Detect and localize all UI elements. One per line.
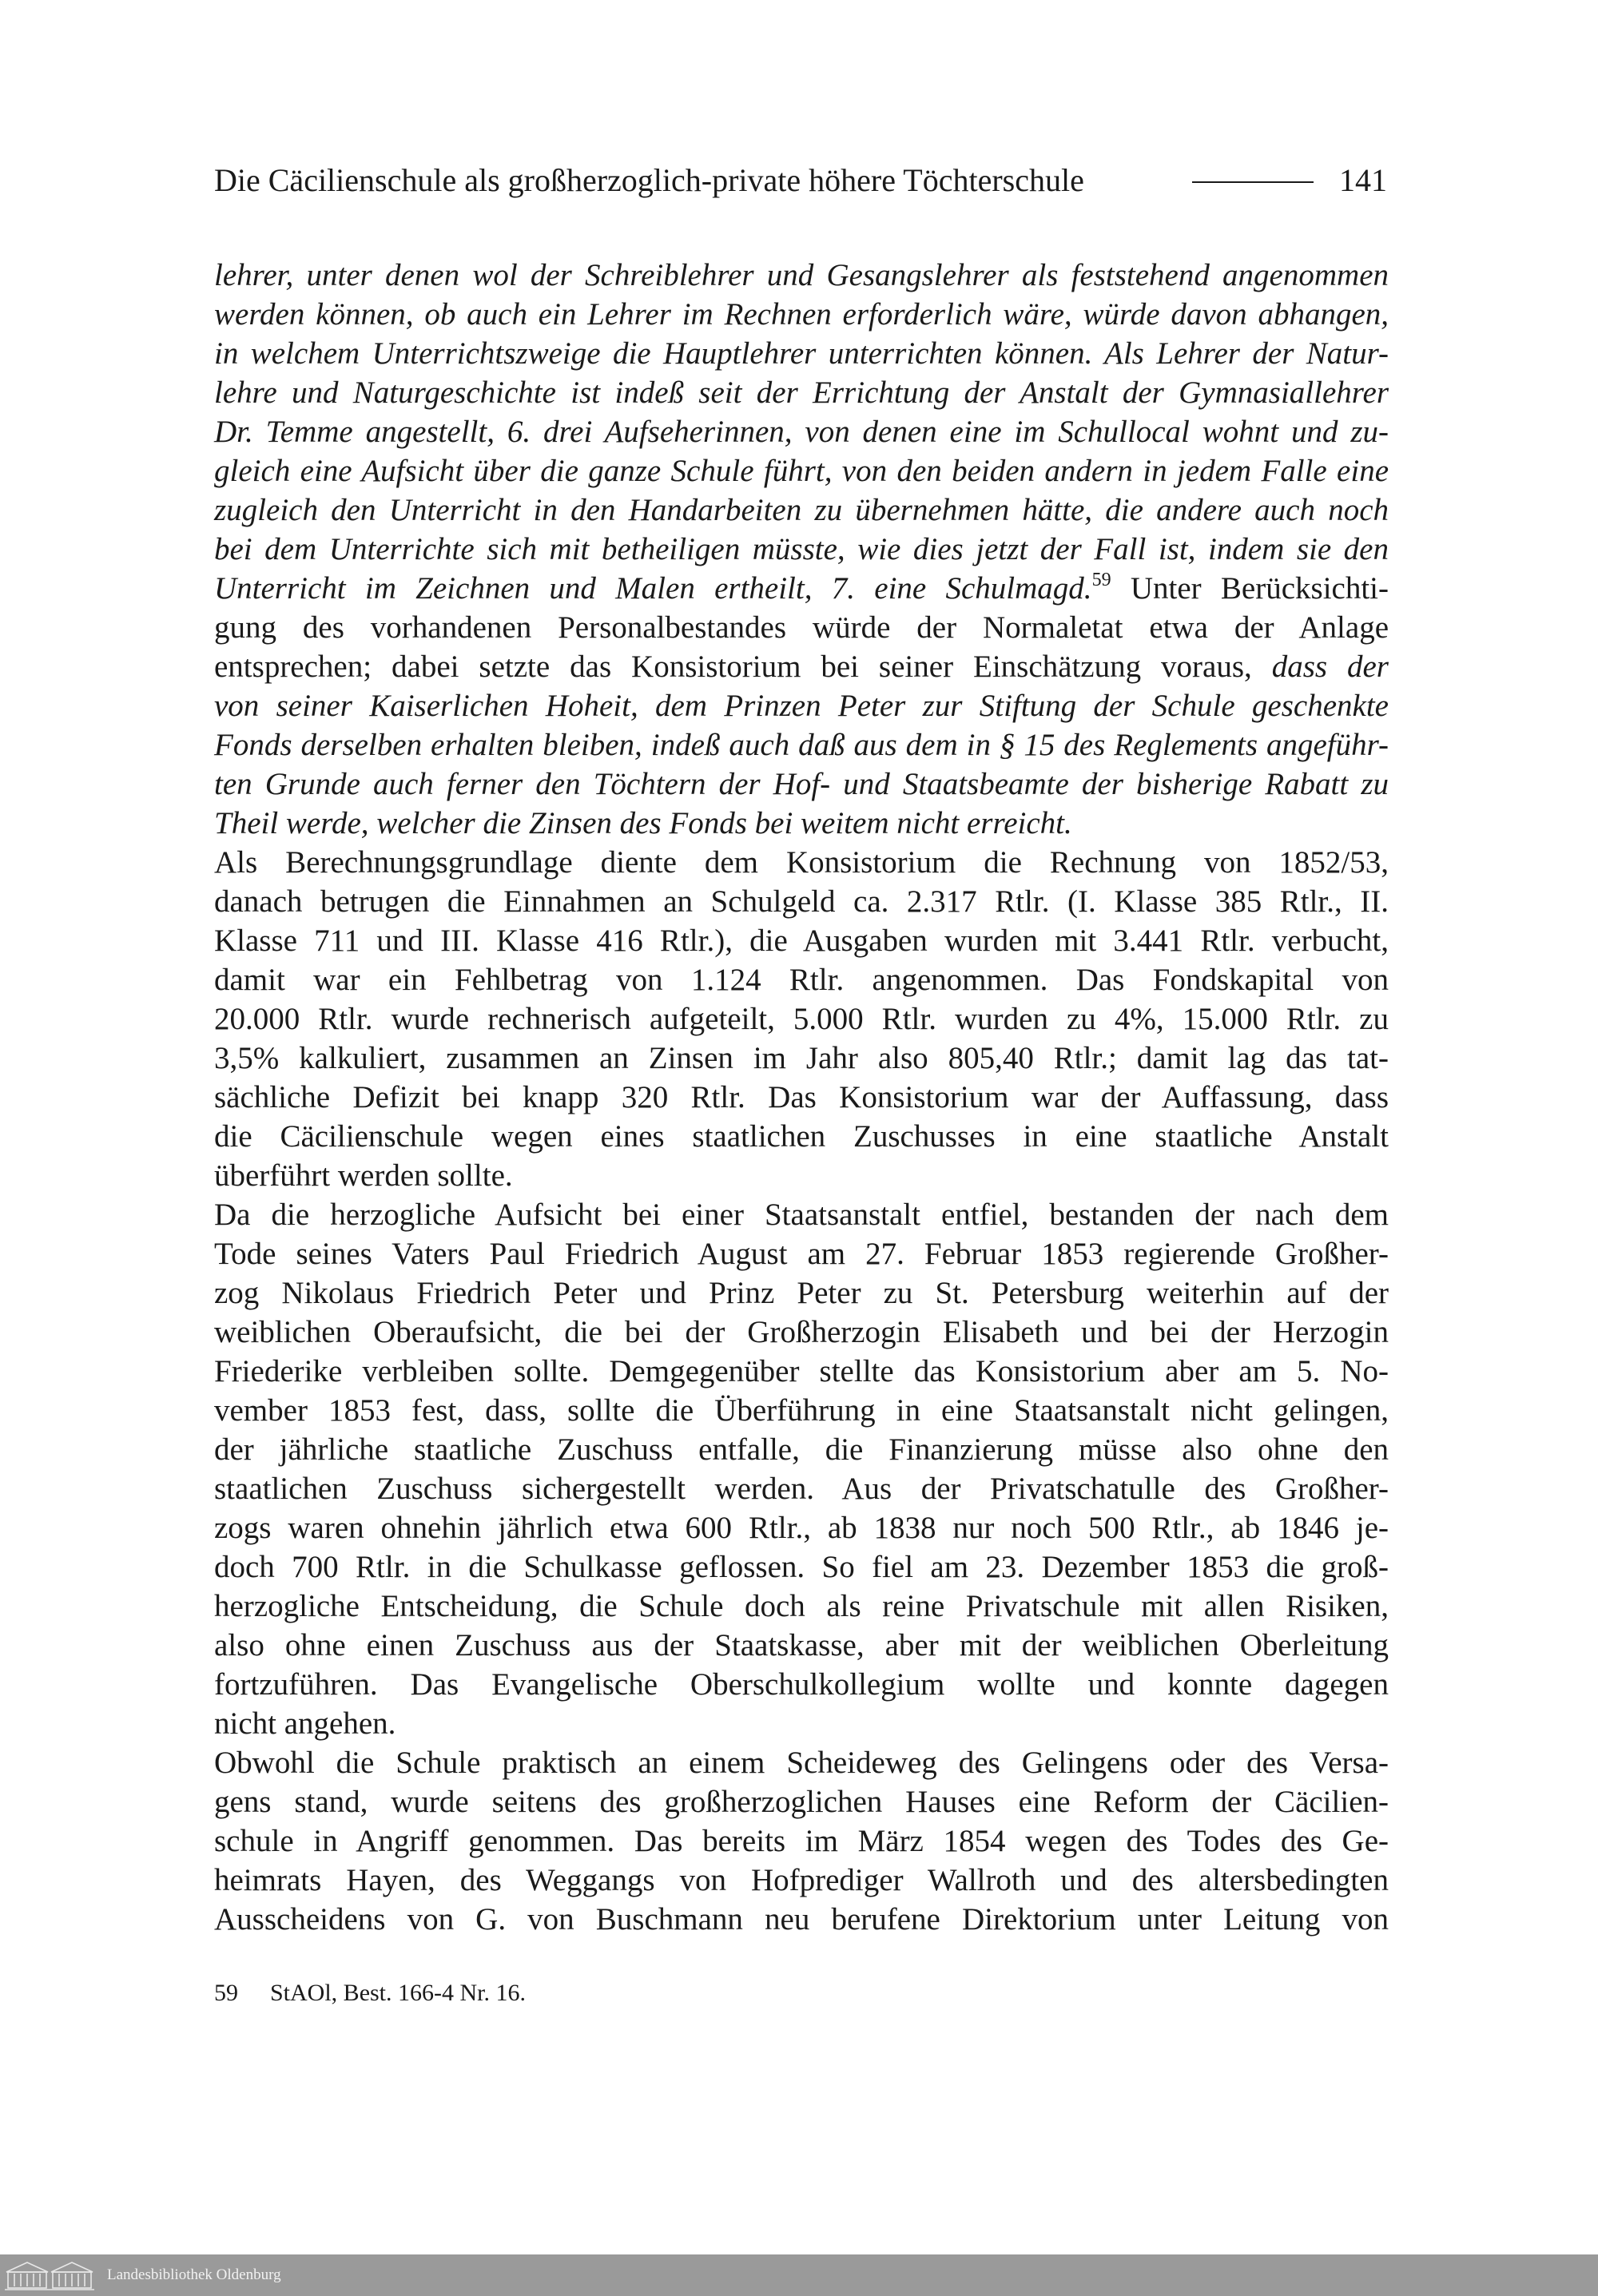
text-line: heimrats Hayen, des Weggangs von Hofprediger Wallroth und des altersbedingten xyxy=(214,1863,1389,1897)
text-line: Friederike verbleiben sollte. Demgegenüber stellte das Konsistorium aber am 5. No- xyxy=(214,1354,1389,1388)
footnote-number: 59 xyxy=(214,1980,238,2006)
text-line: 20.000 Rtlr. wurde rechnerisch aufgeteilt, 5.000 Rtlr. wurden zu 4%, 15.000 Rtlr. zu xyxy=(214,1002,1389,1036)
text-line: Als Berechnungsgrundlage diente dem Konsistorium die Rechnung von 1852/53, xyxy=(214,845,1389,880)
text-line-mixed xyxy=(214,569,1389,608)
library-name: Landesbibliothek Oldenburg xyxy=(107,2266,281,2283)
footnote xyxy=(214,1977,526,2009)
body-text xyxy=(214,256,1389,1939)
library-bar xyxy=(0,2254,1598,2296)
text-line: bei dem Unterrichte sich mit betheiligen müsste, wie dies jetzt der Fall ist, indem sie den xyxy=(214,532,1389,566)
text-segment: entsprechen; dabei setzte das Konsistorium bei seiner Einschätzung voraus, xyxy=(214,649,1272,684)
text-line: schule in Angriff genommen. Das bereits im März 1854 wegen des Todes des Ge- xyxy=(214,1824,1389,1858)
text-line: nicht angehen. xyxy=(214,1706,396,1741)
text-line: doch 700 Rtlr. in die Schulkasse geflossen. So fiel am 23. Dezember 1853 die groß- xyxy=(214,1550,1389,1584)
text-line: sächliche Defizit bei knapp 320 Rtlr. Das Konsistorium war der Auffassung, dass xyxy=(214,1080,1389,1114)
text-line: die Cäcilienschule wegen eines staatlichen Zuschusses in eine staatliche Anstalt xyxy=(214,1119,1389,1154)
page-number: 141 xyxy=(1339,162,1387,198)
text-line: fortzuführen. Das Evangelische Oberschulkollegium wollte und konnte dagegen xyxy=(214,1667,1389,1702)
footnote-reference: 59 xyxy=(1091,570,1111,590)
text-line: Klasse 711 und III. Klasse 416 Rtlr.), die Ausgaben wurden mit 3.441 Rtlr. verbucht, xyxy=(214,924,1389,958)
text-line: Da die herzogliche Aufsicht bei einer Staatsanstalt entfiel, bestanden der nach dem xyxy=(214,1198,1389,1232)
text-line-mixed xyxy=(214,647,1389,686)
text-line: zogs waren ohnehin jährlich etwa 600 Rtlr., ab 1838 nur noch 500 Rtlr., ab 1846 je- xyxy=(214,1511,1389,1545)
text-line: herzogliche Entscheidung, die Schule doch als reine Privatschule mit allen Risiken, xyxy=(214,1589,1389,1623)
text-line: Theil werde, welcher die Zinsen des Fonds bei weitem nicht erreicht. xyxy=(214,806,1072,840)
text-line: staatlichen Zuschuss sichergestellt werden. Aus der Privatschatulle des Großher- xyxy=(214,1472,1389,1506)
text-line: Dr. Temme angestellt, 6. drei Aufseherinnen, von denen eine im Schullocal wohnt und zu- xyxy=(214,415,1389,449)
text-line: lehrer, unter denen wol der Schreiblehrer und Gesangslehrer als feststehend angenommen xyxy=(214,258,1389,292)
running-head xyxy=(214,157,1389,205)
text-line: Ausscheidens von G. von Buschmann neu berufene Direktorium unter Leitung von xyxy=(214,1902,1389,1937)
text-line: lehre und Naturgeschichte ist indeß seit der Errichtung der Anstalt der Gymnasiallehrer xyxy=(214,375,1389,410)
text-line: in welchem Unterrichtszweige die Hauptlehrer unterrichten können. Als Lehrer der Natur- xyxy=(214,336,1389,371)
text-line: überführt werden sollte. xyxy=(214,1158,513,1193)
text-line: Fonds derselben erhalten bleiben, indeß auch daß aus dem in § 15 des Reglements angeführ- xyxy=(214,728,1389,762)
text-line: der jährliche staatliche Zuschuss entfalle, die Finanzierung müsse also ohne den xyxy=(214,1432,1389,1467)
text-line: damit war ein Fehlbetrag von 1.124 Rtlr. angenommen. Das Fondskapital von xyxy=(214,963,1389,997)
text-line: also ohne einen Zuschuss aus der Staatskasse, aber mit der weiblichen Oberleitung xyxy=(214,1628,1389,1662)
header-rule xyxy=(1192,181,1314,183)
text-line: von seiner Kaiserlichen Hoheit, dem Prinzen Peter zur Stiftung der Schule geschenkte xyxy=(214,689,1389,723)
library-logo-icon xyxy=(3,2259,96,2291)
text-line: gens stand, wurde seitens des großherzoglichen Hauses eine Reform der Cäcilien- xyxy=(214,1785,1389,1819)
footnote-text: StAOl, Best. 166-4 Nr. 16. xyxy=(270,1980,527,2006)
text-line: Obwohl die Schule praktisch an einem Scheideweg des Gelingens oder des Versa- xyxy=(214,1746,1389,1780)
text-line: gung des vorhandenen Personalbestandes würde der Normaletat etwa der Anlage xyxy=(214,610,1389,645)
text-line: ten Grunde auch ferner den Töchtern der Hof- und Staatsbeamte der bisherige Rabatt zu xyxy=(214,767,1389,801)
text-line: vember 1853 fest, dass, sollte die Überführung in eine Staatsanstalt nicht gelingen, xyxy=(214,1393,1389,1428)
text-segment: dass der xyxy=(1271,649,1389,684)
text-line: weiblichen Oberaufsicht, die bei der Großherzogin Elisabeth und bei der Herzogin xyxy=(214,1315,1389,1349)
text-line: zog Nikolaus Friedrich Peter und Prinz Peter zu St. Petersburg weiterhin auf der xyxy=(214,1276,1389,1310)
running-head-title: Die Cäcilienschule als großherzoglich-private höhere Töchterschule xyxy=(214,162,1084,198)
text-line: zugleich den Unterricht in den Handarbeiten zu übernehmen hätte, die andere auch noch xyxy=(214,493,1389,527)
text-segment: Unterricht im Zeichnen und Malen ertheilt, 7. eine Schulmagd. xyxy=(214,571,1092,606)
text-segment: Unter Berücksichti- xyxy=(1111,571,1389,606)
text-line: 3,5% kalkuliert, zusammen an Zinsen im Jahr also 805,40 Rtlr.; damit lag das tat- xyxy=(214,1041,1389,1075)
text-line: werden können, ob auch ein Lehrer im Rechnen erforderlich wäre, würde davon abhangen, xyxy=(214,297,1389,332)
text-line: danach betrugen die Einnahmen an Schulgeld ca. 2.317 Rtlr. (I. Klasse 385 Rtlr., II. xyxy=(214,884,1389,919)
text-line: Tode seines Vaters Paul Friedrich August am 27. Februar 1853 regierende Großher- xyxy=(214,1237,1389,1271)
text-line: gleich eine Aufsicht über die ganze Schule führt, von den beiden andern in jedem Falle eine xyxy=(214,454,1389,488)
